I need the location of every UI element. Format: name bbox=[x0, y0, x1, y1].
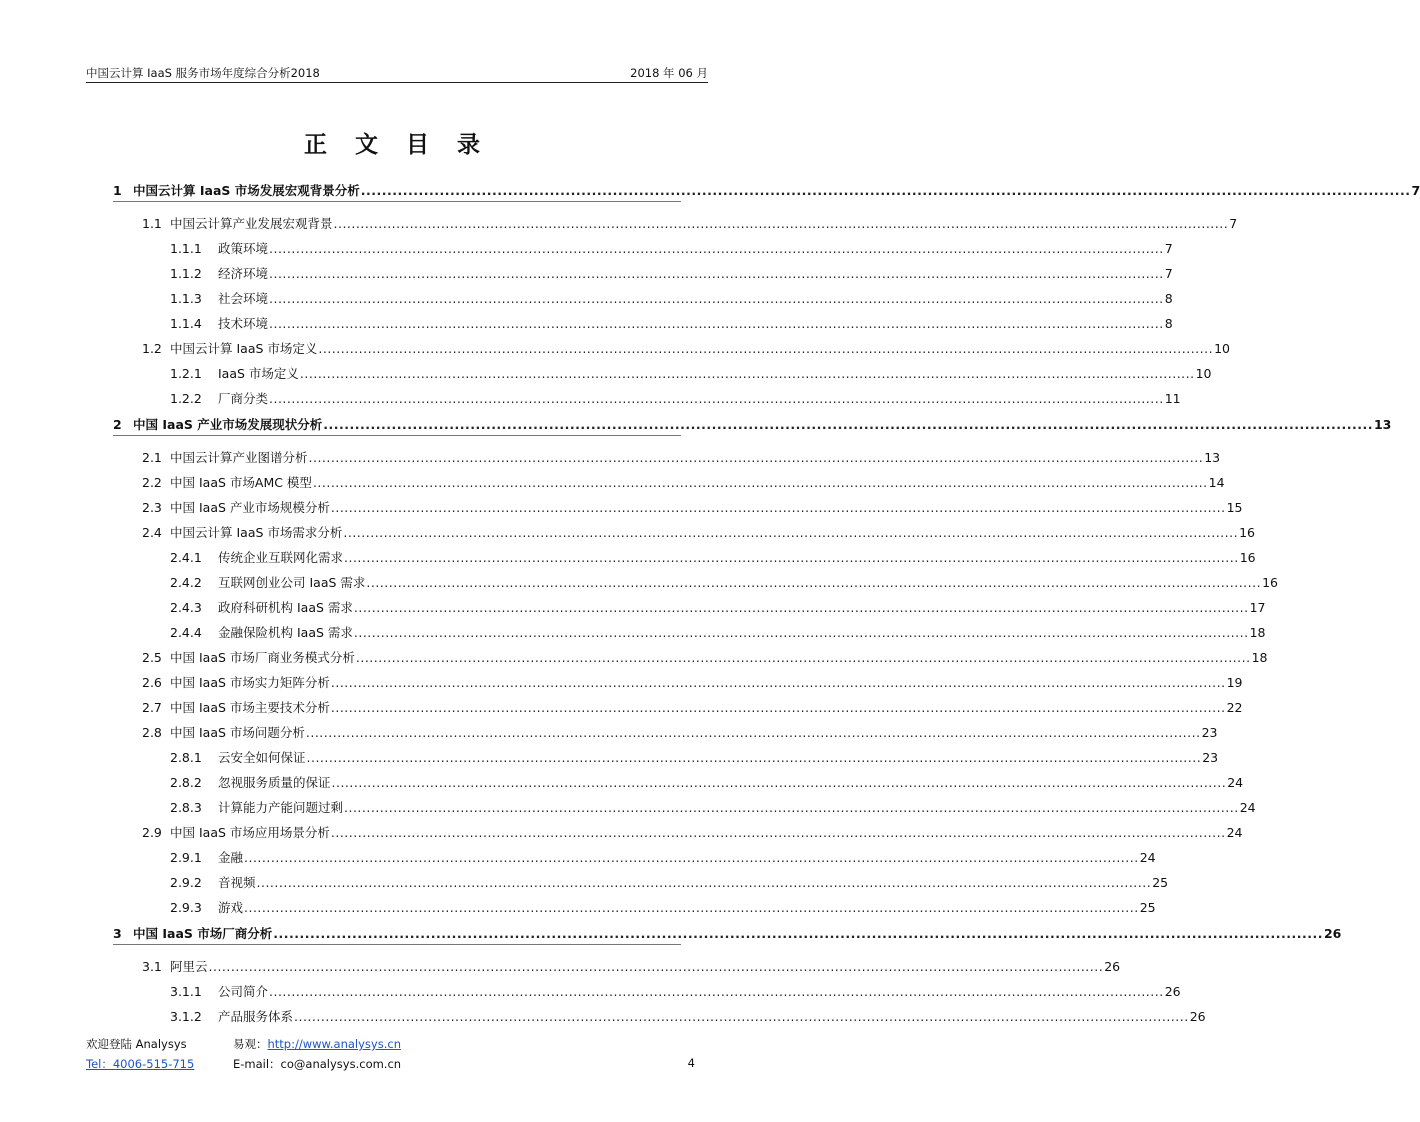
toc-entry-title: 厂商分类 bbox=[218, 391, 269, 406]
toc-dot-leader: ........................................................................................................................................................................................................ bbox=[269, 984, 1164, 999]
toc-entry-number: 2.6 bbox=[142, 675, 162, 690]
toc-entry-page: 24 bbox=[1227, 775, 1244, 790]
toc-entry-level2[interactable] bbox=[142, 210, 1238, 232]
toc-entry-number: 2.9.2 bbox=[170, 875, 202, 890]
toc-entry-title: 中国 IaaS 市场问题分析 bbox=[170, 725, 305, 740]
toc-entry-number: 2.7 bbox=[142, 700, 162, 715]
toc-entry-level3[interactable] bbox=[170, 260, 1173, 282]
header-title: 中国云计算 IaaS 服务市场年度综合分析2018 bbox=[86, 66, 320, 80]
toc-entry-number: 1.2.1 bbox=[170, 366, 202, 381]
toc-dot-leader: ........................................................................................................................................................................................................ bbox=[269, 291, 1164, 306]
toc-entry-page: 10 bbox=[1214, 341, 1230, 356]
toc-dot-leader: ........................................................................................................................................................................................................ bbox=[299, 366, 1195, 381]
toc-entry-level3[interactable] bbox=[170, 744, 1219, 766]
toc-entry-level2[interactable] bbox=[142, 519, 1255, 541]
toc-entry-page: 7 bbox=[1164, 266, 1173, 281]
toc-dot-leader: ........................................................................................................................................................................................................ bbox=[353, 600, 1249, 615]
toc-entry-title: 云安全如何保证 bbox=[218, 750, 306, 765]
footer-tel[interactable]: Tel：4006-515-715 bbox=[86, 1057, 195, 1071]
toc-entry-level3[interactable] bbox=[170, 1003, 1206, 1025]
toc-dot-leader: ........................................................................................................................................................................................................ bbox=[318, 341, 1214, 356]
toc-entry-level2[interactable] bbox=[142, 719, 1218, 741]
toc-dot-leader: ........................................................................................................................................................................................................ bbox=[269, 391, 1164, 406]
toc-dot-leader: ........................................................................................................................................................................................................ bbox=[208, 959, 1104, 974]
toc-entry-title: 技术环境 bbox=[218, 316, 269, 331]
toc-dot-leader: ........................................................................................................................................................................................................ bbox=[294, 1009, 1189, 1024]
toc-dot-leader: ........................................................................................................................................................................................................ bbox=[344, 550, 1239, 565]
toc-dot-leader: ........................................................................................................................................................................................................ bbox=[269, 266, 1164, 281]
toc-entry-number: 1.1.2 bbox=[170, 266, 202, 281]
page-header bbox=[86, 62, 708, 83]
toc-entry-page: 11 bbox=[1164, 391, 1181, 406]
footer-website-label: 易观： bbox=[233, 1037, 268, 1051]
toc-entry-number: 2 bbox=[113, 417, 122, 432]
toc-dot-leader: ........................................................................................................................................................................................................ bbox=[312, 475, 1208, 490]
toc-entry-title: 政府科研机构 IaaS 需求 bbox=[218, 600, 353, 615]
toc-entry-level2[interactable] bbox=[142, 819, 1243, 841]
toc-entry-level3[interactable] bbox=[170, 894, 1156, 916]
toc-dot-leader: ........................................................................................................................................................................................................ bbox=[269, 241, 1164, 256]
toc-entry-level2[interactable] bbox=[142, 444, 1221, 466]
toc-entry-title: 中国 IaaS 市场厂商分析 bbox=[133, 926, 273, 941]
toc-entry-level3[interactable] bbox=[170, 310, 1173, 332]
toc-entry-level3[interactable] bbox=[170, 794, 1256, 816]
toc-dot-leader: ........................................................................................................................................................................................................ bbox=[308, 450, 1204, 465]
toc-entry-title: 产品服务体系 bbox=[218, 1009, 294, 1024]
toc-entry-page: 8 bbox=[1164, 316, 1173, 331]
toc-entry-page: 7 bbox=[1229, 216, 1238, 231]
toc-entry-page: 16 bbox=[1262, 575, 1278, 590]
toc-entry-level3[interactable] bbox=[170, 569, 1278, 591]
toc-entry-page: 24 bbox=[1239, 800, 1256, 815]
toc-entry-page: 26 bbox=[1323, 926, 1342, 941]
toc-entry-number: 2.2 bbox=[142, 475, 162, 490]
header-date: 2018 年 06 月 bbox=[630, 66, 708, 80]
page-title: 正 文 目 录 bbox=[303, 132, 491, 158]
footer-page-number: 4 bbox=[687, 1056, 695, 1070]
toc-entry-page: 8 bbox=[1164, 291, 1173, 306]
toc-entry-number: 2.4 bbox=[142, 525, 162, 540]
toc-entry-page: 26 bbox=[1189, 1009, 1206, 1024]
toc-entry-number: 1.2.2 bbox=[170, 391, 202, 406]
toc-entry-level3[interactable] bbox=[170, 360, 1212, 382]
toc-dot-leader: ........................................................................................................................................................................................................ bbox=[273, 926, 1323, 941]
toc-entry-number: 2.8.2 bbox=[170, 775, 202, 790]
toc-entry-number: 2.5 bbox=[142, 650, 162, 665]
toc-entry-level3[interactable] bbox=[170, 385, 1181, 407]
toc-entry-level1[interactable] bbox=[113, 920, 1342, 942]
toc-entry-title: 公司简介 bbox=[218, 984, 269, 999]
toc-dot-leader: ........................................................................................................................................................................................................ bbox=[355, 650, 1251, 665]
toc-entry-number: 3.1.1 bbox=[170, 984, 202, 999]
toc-entry-number: 2.3 bbox=[142, 500, 162, 515]
toc-entry-title: 音视频 bbox=[218, 875, 256, 890]
toc-entry-level3[interactable] bbox=[170, 769, 1244, 791]
toc-entry-page: 18 bbox=[1251, 650, 1268, 665]
toc-dot-leader: ........................................................................................................................................................................................................ bbox=[330, 700, 1226, 715]
toc-entry-title: 中国 IaaS 产业市场发展现状分析 bbox=[133, 417, 323, 432]
toc-dot-leader: ........................................................................................................................................................................................................ bbox=[353, 625, 1249, 640]
toc-entry-level2[interactable] bbox=[142, 669, 1243, 691]
toc-entry-number: 2.8 bbox=[142, 725, 162, 740]
toc-entry-page: 26 bbox=[1164, 984, 1181, 999]
toc-dot-leader: ........................................................................................................................................................................................................ bbox=[360, 183, 1411, 198]
toc-entry-page: 14 bbox=[1208, 475, 1225, 490]
toc-entry-page: 23 bbox=[1201, 725, 1218, 740]
toc-entry-number: 2.4.3 bbox=[170, 600, 202, 615]
toc-entry-title: 中国云计算 IaaS 市场发展宏观背景分析 bbox=[133, 183, 360, 198]
toc-entry-level2[interactable] bbox=[142, 335, 1230, 357]
toc-entry-title: 中国 IaaS 市场应用场景分析 bbox=[170, 825, 330, 840]
toc-entry-page: 23 bbox=[1202, 750, 1219, 765]
toc-dot-leader: ........................................................................................................................................................................................................ bbox=[269, 316, 1164, 331]
toc-entry-level3[interactable] bbox=[170, 594, 1266, 616]
toc-dot-leader: ........................................................................................................................................................................................................ bbox=[330, 675, 1226, 690]
toc-dot-leader: ........................................................................................................................................................................................................ bbox=[305, 725, 1201, 740]
toc-entry-level3[interactable] bbox=[170, 235, 1173, 257]
toc-entry-title: 中国 IaaS 市场实力矩阵分析 bbox=[170, 675, 330, 690]
toc-dot-leader: ........................................................................................................................................................................................................ bbox=[333, 216, 1229, 231]
toc-entry-title: 社会环境 bbox=[218, 291, 269, 306]
toc-entry-number: 1.1 bbox=[142, 216, 162, 231]
toc-entry-page: 16 bbox=[1239, 525, 1255, 540]
toc-dot-leader: ........................................................................................................................................................................................................ bbox=[344, 800, 1239, 815]
footer-email: E-mail：co@analysys.com.cn bbox=[233, 1057, 402, 1071]
toc-entry-title: 计算能力产能问题过剩 bbox=[218, 800, 344, 815]
toc-entry-number: 1.1.4 bbox=[170, 316, 202, 331]
toc-entry-level2[interactable] bbox=[142, 644, 1268, 666]
toc-dot-leader: ........................................................................................................................................................................................................ bbox=[330, 825, 1226, 840]
toc-entry-number: 1.2 bbox=[142, 341, 162, 356]
toc-entry-number: 2.8.3 bbox=[170, 800, 202, 815]
toc-entry-number: 1 bbox=[113, 183, 122, 198]
toc-entry-level3[interactable] bbox=[170, 619, 1266, 641]
toc-entry-level2[interactable] bbox=[142, 494, 1243, 516]
toc-entry-level2[interactable] bbox=[142, 469, 1225, 491]
toc-dot-leader: ........................................................................................................................................................................................................ bbox=[244, 850, 1139, 865]
toc-entry-level1[interactable] bbox=[113, 411, 1392, 433]
toc-entry-title: 中国 IaaS 产业市场规模分析 bbox=[170, 500, 330, 515]
toc-dot-leader: ........................................................................................................................................................................................................ bbox=[343, 525, 1239, 540]
toc-entry-title: 金融 bbox=[218, 850, 244, 865]
toc-entry-title: 金融保险机构 IaaS 需求 bbox=[218, 625, 353, 640]
footer-website-link[interactable]: http://www.analysys.cn bbox=[267, 1037, 401, 1051]
toc-entry-page: 24 bbox=[1139, 850, 1156, 865]
toc-entry-number: 2.8.1 bbox=[170, 750, 202, 765]
toc-entry-level1[interactable] bbox=[113, 177, 1420, 199]
toc-entry-level3[interactable] bbox=[170, 285, 1173, 307]
toc-entry-number: 3.1 bbox=[142, 959, 162, 974]
toc-dot-leader: ........................................................................................................................................................................................................ bbox=[323, 417, 1373, 432]
toc-entry-page: 13 bbox=[1373, 417, 1392, 432]
toc-entry-page: 16 bbox=[1239, 550, 1256, 565]
toc-entry-number: 1.1.3 bbox=[170, 291, 202, 306]
toc-entry-page: 7 bbox=[1411, 183, 1420, 198]
toc-dot-leader: ........................................................................................................................................................................................................ bbox=[244, 900, 1139, 915]
toc-entry-title: 阿里云 bbox=[170, 959, 208, 974]
toc-entry-title: 中国 IaaS 市场主要技术分析 bbox=[170, 700, 330, 715]
toc-entry-level3[interactable] bbox=[170, 978, 1181, 1000]
footer-website bbox=[233, 1036, 401, 1052]
toc-entry-page: 15 bbox=[1226, 500, 1243, 515]
toc-entry-page: 26 bbox=[1104, 959, 1121, 974]
toc-entry-title: 中国云计算产业图谱分析 bbox=[170, 450, 308, 465]
toc-dot-leader: ........................................................................................................................................................................................................ bbox=[330, 500, 1226, 515]
toc-entry-title: 中国 IaaS 市场AMC 模型 bbox=[170, 475, 312, 490]
toc-entry-number: 2.1 bbox=[142, 450, 162, 465]
toc-entry-page: 19 bbox=[1226, 675, 1243, 690]
toc-entry-page: 7 bbox=[1164, 241, 1173, 256]
toc-entry-number: 3 bbox=[113, 926, 122, 941]
toc-dot-leader: ........................................................................................................................................................................................................ bbox=[256, 875, 1152, 890]
toc-entry-title: 忽视服务质量的保证 bbox=[218, 775, 331, 790]
toc-entry-number: 2.4.4 bbox=[170, 625, 202, 640]
toc-entry-title: 中国 IaaS 市场厂商业务模式分析 bbox=[170, 650, 355, 665]
toc-entry-page: 13 bbox=[1204, 450, 1221, 465]
toc-entry-title: 中国云计算产业发展宏观背景 bbox=[170, 216, 333, 231]
toc-entry-level2[interactable] bbox=[142, 694, 1243, 716]
toc-entry-level3[interactable] bbox=[170, 844, 1156, 866]
toc-entry-number: 2.9 bbox=[142, 825, 162, 840]
toc-entry-page: 25 bbox=[1139, 900, 1156, 915]
toc-dot-leader: ........................................................................................................................................................................................................ bbox=[306, 750, 1202, 765]
toc-entry-page: 25 bbox=[1152, 875, 1169, 890]
toc-entry-title: 政策环境 bbox=[218, 241, 269, 256]
toc-entry-level3[interactable] bbox=[170, 544, 1256, 566]
toc-entry-title: 经济环境 bbox=[218, 266, 269, 281]
toc-entry-page: 10 bbox=[1195, 366, 1212, 381]
toc-entry-number: 3.1.2 bbox=[170, 1009, 202, 1024]
toc-entry-page: 18 bbox=[1249, 625, 1266, 640]
toc-entry-level2[interactable] bbox=[142, 953, 1121, 975]
toc-entry-number: 2.9.3 bbox=[170, 900, 202, 915]
toc-entry-page: 24 bbox=[1226, 825, 1243, 840]
toc-entry-title: 中国云计算 IaaS 市场需求分析 bbox=[170, 525, 343, 540]
toc-entry-number: 2.4.2 bbox=[170, 575, 202, 590]
toc-entry-level3[interactable] bbox=[170, 869, 1169, 891]
toc-dot-leader: ........................................................................................................................................................................................................ bbox=[331, 775, 1227, 790]
toc-entry-number: 2.4.1 bbox=[170, 550, 202, 565]
toc-entry-page: 22 bbox=[1226, 700, 1243, 715]
toc-entry-title: 互联网创业公司 IaaS 需求 bbox=[218, 575, 366, 590]
toc-entry-title: 传统企业互联网化需求 bbox=[218, 550, 344, 565]
toc-entry-title: 中国云计算 IaaS 市场定义 bbox=[170, 341, 318, 356]
toc-entry-number: 2.9.1 bbox=[170, 850, 202, 865]
toc-entry-page: 17 bbox=[1249, 600, 1266, 615]
toc-entry-title: 游戏 bbox=[218, 900, 244, 915]
footer-welcome: 欢迎登陆 Analysys bbox=[86, 1037, 187, 1051]
toc-entry-title: IaaS 市场定义 bbox=[218, 366, 299, 381]
toc-entry-number: 1.1.1 bbox=[170, 241, 202, 256]
toc-dot-leader: ........................................................................................................................................................................................................ bbox=[366, 575, 1262, 590]
